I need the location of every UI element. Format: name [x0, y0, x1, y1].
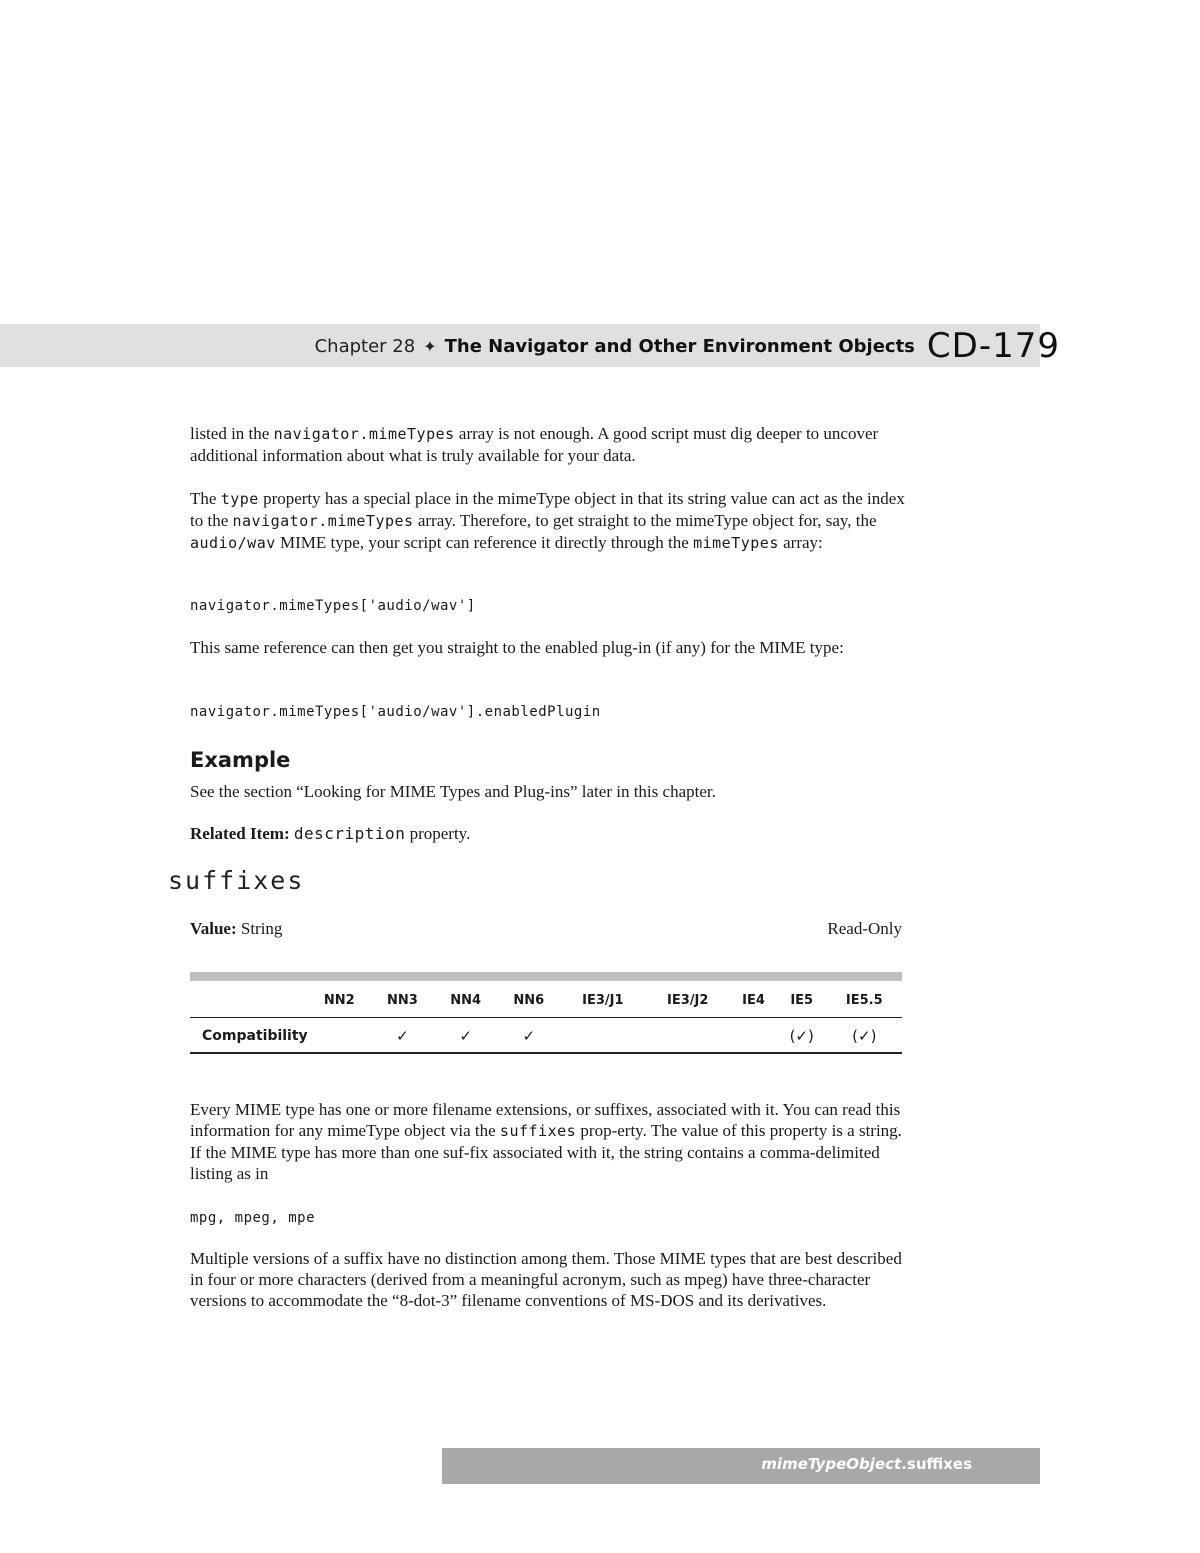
text: listed in the: [190, 424, 274, 443]
example-heading: Example: [190, 748, 291, 772]
access-mode: Read-Only: [827, 919, 902, 938]
paragraph-suffixes: [190, 1099, 905, 1184]
text: array:: [778, 533, 823, 552]
inline-code: audio/wav: [190, 534, 276, 552]
text: prop-erty. The value of this property is a string. If the MIME type has more than one suf-fix associated with it, the string contains a comma-delimited listing as in: [190, 1121, 902, 1183]
running-footer: [761, 1455, 972, 1473]
table-cell: ✓: [459, 1027, 472, 1045]
text: MIME type, your script can reference it directly through the: [275, 533, 694, 552]
inline-code: navigator.mimeTypes: [232, 512, 414, 530]
table-cell: (✓): [852, 1027, 877, 1045]
text: array is not enough. A good script must dig deeper to uncover additional information about what is truly available for your data.: [190, 424, 879, 465]
related-label: Related Item:: [190, 824, 290, 843]
inline-code: navigator.mimeTypes: [273, 425, 455, 443]
table-cell: [730, 1018, 777, 1054]
running-header: [315, 328, 1060, 364]
paragraph-enabled-plugin: This same reference can then get you straight to the enabled plug-in (if any) for the MIME type:: [190, 638, 844, 657]
text: property has a special place in the mimeType object in that its string value can act as the index to the: [190, 489, 905, 530]
inline-code: suffixes: [499, 1122, 577, 1140]
chapter-title: The Navigator and Other Environment Objects: [444, 335, 915, 357]
table-header-cell: IE3/J1: [582, 993, 624, 1008]
paragraph-type-property: [190, 488, 905, 554]
paragraph-intro: [190, 423, 905, 466]
text: Every MIME type has one or more filename extensions, or suffixes, associated with it. You can read this information for any mimeType object via the: [190, 1100, 901, 1140]
table-top-bar: [190, 972, 902, 981]
value-label: Value:: [190, 919, 237, 938]
text: property.: [405, 824, 471, 843]
paragraph-versions: Multiple versions of a suffix have no distinction among them. Those MIME types that are best described in four or more characters (derived from a meaningful acronym, such as mpeg) have three-character versions to accommodate the “8-dot-3” filename conventions of MS-DOS and its derivatives.: [190, 1249, 902, 1310]
text: The: [190, 489, 221, 508]
footer-object: mimeTypeObject: [761, 1455, 902, 1473]
table-cell: (✓): [789, 1027, 814, 1045]
chapter-label: Chapter 28: [314, 335, 416, 357]
table-header-cell: NN3: [387, 993, 418, 1008]
row-label: Compatibility: [202, 1028, 308, 1044]
example-text: See the section “Looking for MIME Types and Plug-ins” later in this chapter.: [190, 782, 716, 801]
inline-code: mimeTypes: [693, 534, 779, 552]
table-header-cell: IE3/J2: [667, 993, 709, 1008]
table-header-row: [190, 981, 902, 1018]
text: array. Therefore, to get straight to the mimeType object for, say, the: [413, 511, 877, 530]
code-block: navigator.mimeTypes['audio/wav']: [190, 598, 476, 614]
footer-property: .suffixes: [901, 1455, 972, 1473]
compatibility-table: [190, 972, 902, 1054]
value-line: [190, 919, 902, 939]
table-header-cell: IE5.5: [845, 993, 883, 1008]
table-header-cell: NN6: [513, 993, 545, 1008]
table-cell: ✓: [396, 1027, 409, 1045]
code-block: navigator.mimeTypes['audio/wav'].enabledPlugin: [190, 704, 601, 720]
separator-icon: ✦: [423, 336, 437, 356]
code-block: mpg, mpeg, mpe: [190, 1210, 316, 1226]
table-header-cell: IE4: [742, 993, 765, 1008]
inline-code: type: [220, 490, 259, 508]
related-item: [190, 823, 905, 844]
table-header-cell: NN4: [450, 993, 482, 1008]
table-header-empty: [190, 981, 308, 1018]
table-cell: ✓: [522, 1027, 536, 1045]
page-number: CD-179: [926, 326, 1060, 366]
value-type: String: [240, 919, 283, 938]
table-header-cell: NN2: [323, 993, 355, 1008]
table-cell: [645, 1018, 730, 1054]
table-row: [190, 1018, 902, 1054]
property-heading: suffixes: [168, 866, 305, 895]
table-header-cell: IE5: [790, 993, 814, 1008]
table-cell: [560, 1018, 645, 1054]
inline-code: description: [293, 824, 406, 843]
table-cell: [308, 1018, 371, 1054]
